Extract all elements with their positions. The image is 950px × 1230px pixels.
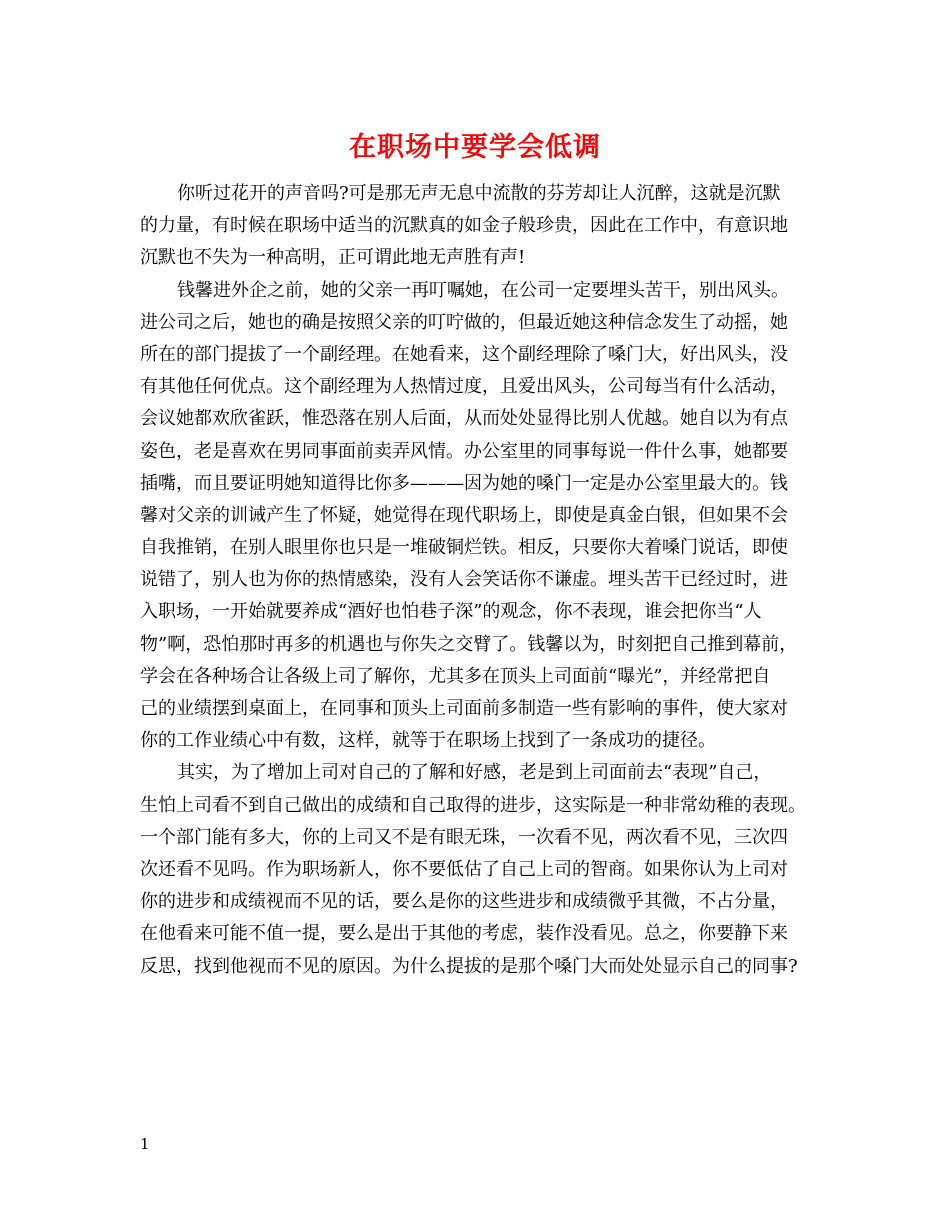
text-line: 会议她都欢欣雀跃，惟恐落在别人后面，从而处处显得比别人优越。她自以为有点 — [140, 408, 788, 430]
text-line: 入职场，一开始就要养成“酒好也怕巷子深”的观念，你不表现，谁会把你当“人 — [140, 601, 762, 623]
text-line: 其实，为了增加上司对自己的了解和好感，老是到上司面前去“表现”自己， — [177, 762, 772, 784]
text-line: 沉默也不失为一种高明，正可谓此地无声胜有声! — [140, 247, 526, 269]
text-line: 你听过花开的声音吗?可是那无声无息中流散的芬芳却让人沉醉，这就是沉默 — [177, 183, 781, 204]
text-line: 次还看不见吗。作为职场新人，你不要低估了自己上司的智商。如果你认为上司对 — [140, 858, 788, 880]
text-line: 己的业绩摆到桌面上，在同事和顶头上司面前多制造一些有影响的事件，使大家对 — [140, 698, 788, 719]
text-line: 有其他任何优点。这个副经理为人热情过度，且爱出风头，公司每当有什么活动， — [140, 376, 788, 398]
text-line: 你的进步和成绩视而不见的话，要么是你的这些进步和成绩微乎其微，不占分量， — [140, 891, 788, 913]
text-line: 的力量，有时候在职场中适当的沉默真的如金子般珍贵，因此在工作中，有意识地 — [140, 215, 788, 237]
text-line: 学会在各种场合让各级上司了解你，尤其多在顶头上司面前“曝光”，并经常把自 — [140, 665, 771, 687]
article-body — [140, 178, 830, 983]
text-line: 生怕上司看不到自己做出的成绩和自己取得的进步，这实际是一种非常幼稚的表现。 — [140, 794, 806, 816]
text-line: 反思，找到他视而不见的原因。为什么提拔的是那个嗓门大而处处显示自己的同事? — [140, 955, 798, 977]
text-line: 所在的部门提拔了一个副经理。在她看来，这个副经理除了嗓门大，好出风头，没 — [140, 343, 788, 365]
text-line: 姿色，老是喜欢在男同事面前卖弄风情。办公室里的同事每说一件什么事，她都要 — [140, 440, 788, 462]
text-line: 一个部门能有多大，你的上司又不是有眼无珠，一次看不见，两次看不见，三次四 — [140, 826, 788, 848]
text-line: 你的工作业绩心中有数，这样，就等于在职场上找到了一条成功的捷径。 — [140, 730, 716, 752]
text-line: 物”啊，恐怕那时再多的机遇也与你失之交臂了。钱馨以为，时刻把自己推到幕前， — [140, 633, 798, 655]
page-title: 在职场中要学会低调 — [349, 132, 601, 163]
text-line: 说错了，别人也为你的热情感染，没有人会笑话你不谦虚。埋头苦干已经过时，进 — [140, 569, 788, 591]
text-line: 钱馨进外企之前，她的父亲一再叮嘱她，在公司一定要埋头苦干，别出风头。 — [177, 279, 789, 301]
text-line: 在他看来可能不值一提，要么是出于其他的考虑，装作没看见。总之，你要静下来 — [140, 923, 788, 945]
text-line: 进公司之后，她也的确是按照父亲的叮咛做的，但最近她这种信念发生了动摇，她 — [140, 311, 788, 333]
text-line: 插嘴，而且要证明她知道得比你多———因为她的嗓门一定是办公室里最大的。钱 — [140, 472, 788, 494]
page-number: 1 — [140, 1135, 150, 1153]
text-line: 自我推销，在别人眼里你也只是一堆破铜烂铁。相反，只要你大着嗓门说话，即使 — [140, 537, 788, 559]
text-line: 馨对父亲的训诫产生了怀疑，她觉得在现代职场上，即使是真金白银，但如果不会 — [140, 504, 788, 526]
